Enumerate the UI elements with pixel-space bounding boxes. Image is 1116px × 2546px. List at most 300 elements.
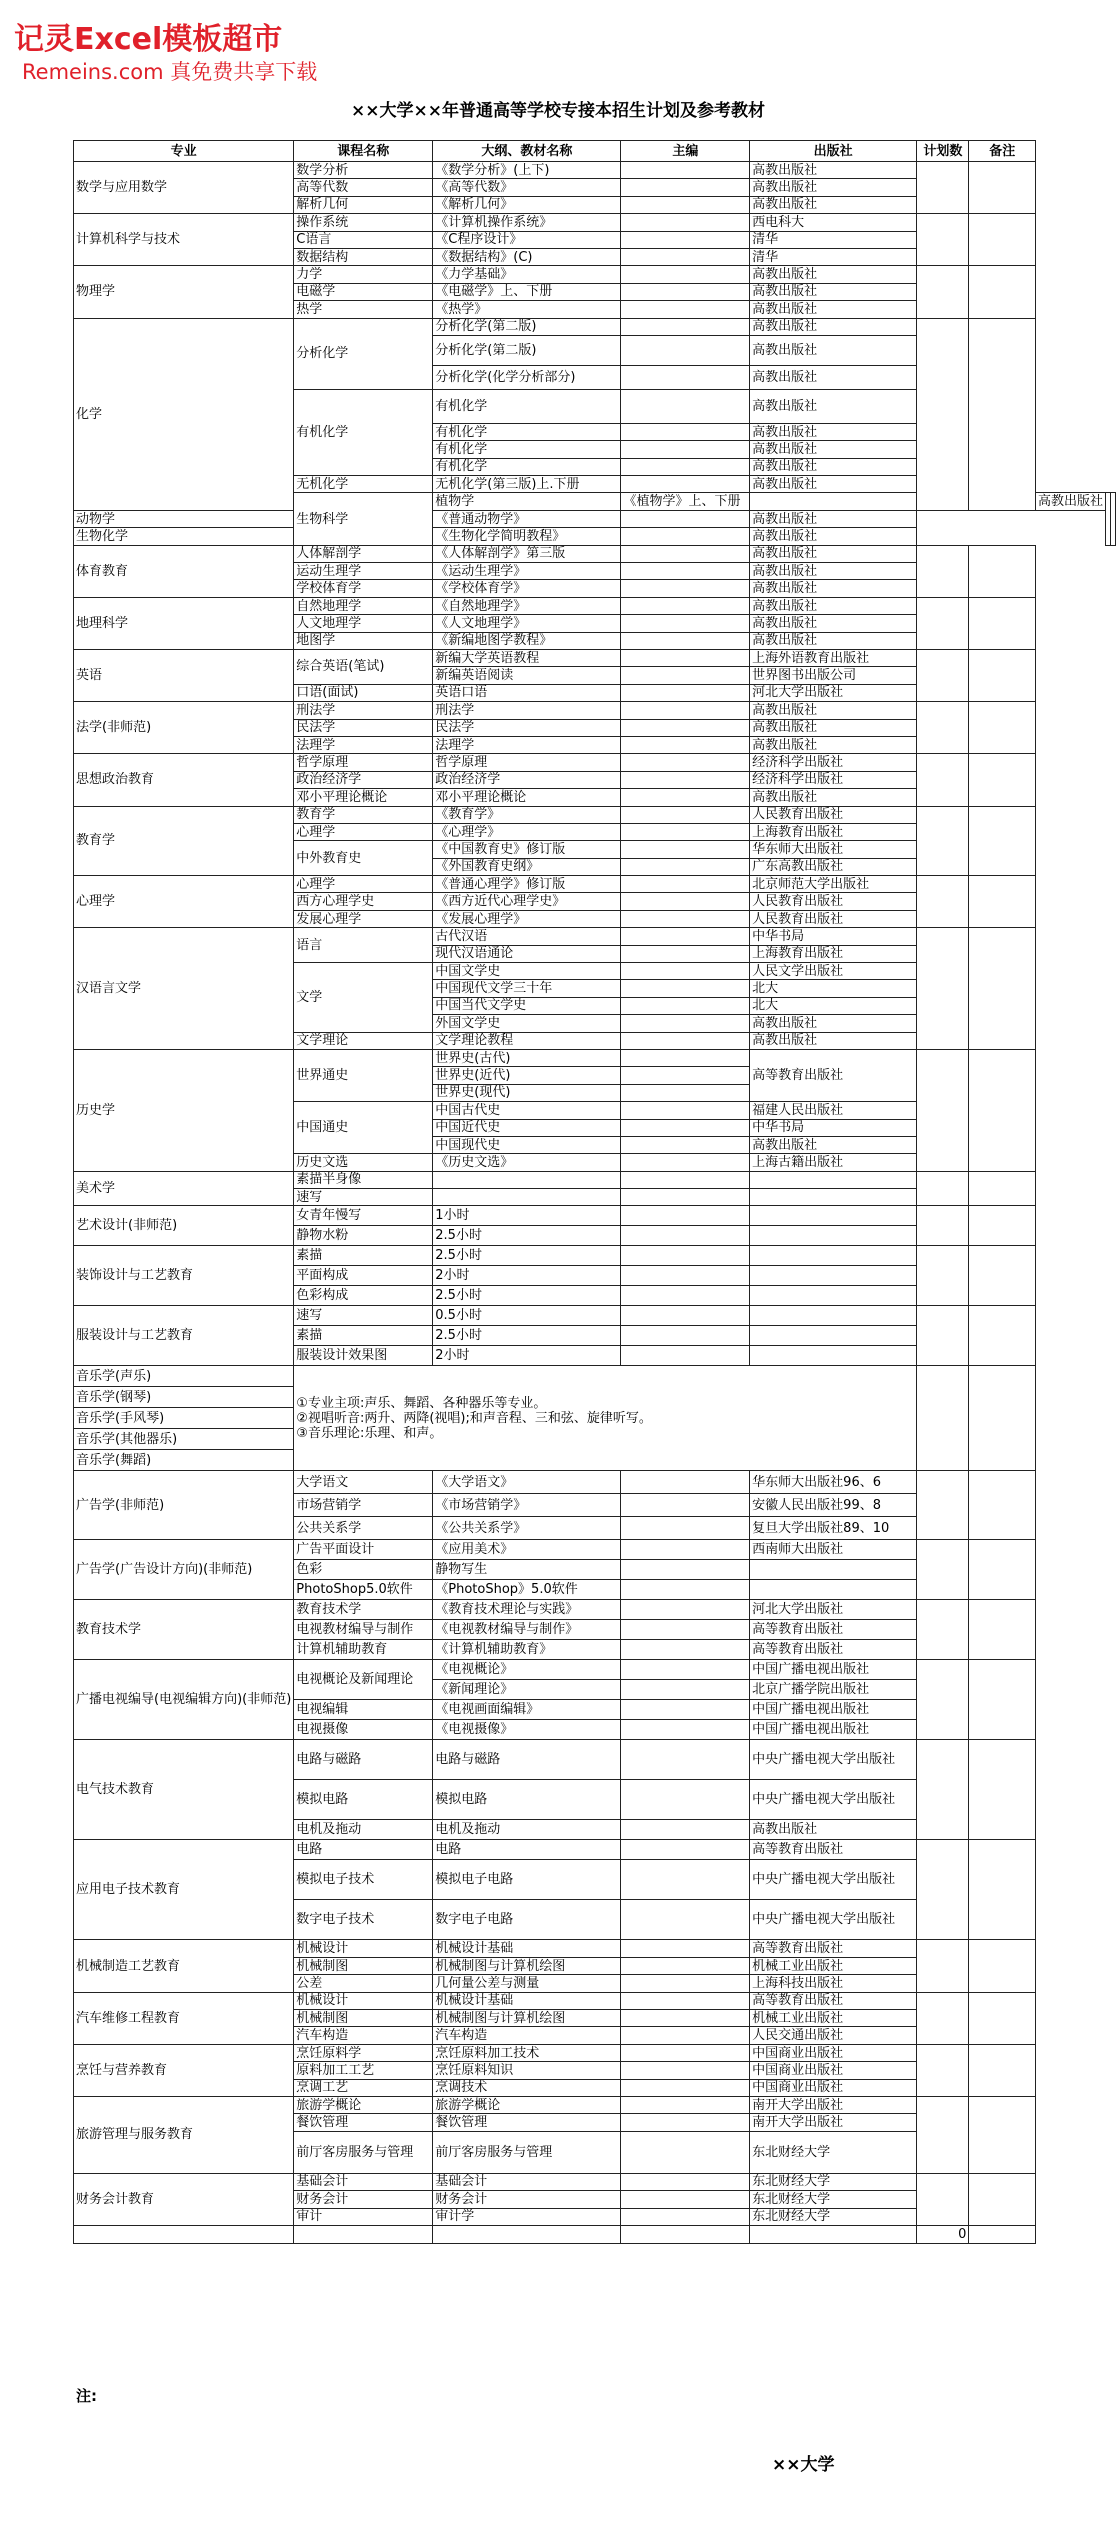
table-row [74,528,1116,545]
editor-cell [621,1660,750,1680]
course-cell: 西方心理学史 [294,893,433,910]
textbook-cell: 《人体解剖学》第三版 [433,545,621,562]
publisher-cell: 人民交通出版社 [750,2027,917,2044]
textbook-cell: 《生物化学简明教程》 [433,528,621,545]
column-header: 计划数 [917,141,969,162]
editor-cell [621,1306,750,1326]
plan-count-cell [917,1471,969,1540]
course-cell: 数字电子技术 [294,1900,433,1940]
editor-cell [621,2191,750,2208]
textbook-cell: 新编大学英语教程 [433,649,621,666]
course-cell: 历史文选 [294,1154,433,1171]
textbook-cell: 《教育学》 [433,806,621,823]
editor-cell [621,2010,750,2027]
course-cell: 心理学 [294,876,433,893]
publisher-cell: 高等教育出版社 [750,1840,917,1860]
textbook-cell: 机械制图与计算机绘图 [433,2010,621,2027]
empty-cell [74,2225,294,2243]
publisher-cell: 高教出版社 [750,301,917,318]
publisher-cell: 北大 [750,980,917,997]
remarks-cell [969,545,1036,597]
table-row [74,876,1116,893]
editor-cell [621,1840,750,1860]
textbook-cell: 英语口语 [433,684,621,701]
column-header: 课程名称 [294,141,433,162]
table-row [74,545,1116,562]
course-cell: 分析化学 [294,318,433,389]
editor-cell [621,910,750,927]
table-row [74,2097,1116,2114]
table-row [74,806,1116,823]
course-cell: 素描 [294,1246,433,1266]
publisher-cell: 高教出版社 [750,318,917,335]
textbook-cell: 《中国教育史》修订版 [433,841,621,858]
editor-cell [621,1246,750,1266]
publisher-cell: 广东高教出版社 [750,858,917,875]
editor-cell [621,563,750,580]
editor-cell [621,580,750,597]
table-row [74,702,1116,719]
editor-cell [621,1957,750,1974]
course-cell: 财务会计 [294,2191,433,2208]
editor-cell [621,1494,750,1517]
textbook-cell: 烹饪原料知识 [433,2062,621,2079]
major-cell: 音乐学(钢琴) [74,1387,294,1408]
remarks-cell [969,649,1036,701]
editor-cell [621,1286,750,1306]
textbook-cell: 《学校体育学》 [433,580,621,597]
major-cell: 财务会计教育 [74,2173,294,2225]
editor-cell [621,2097,750,2114]
plan-count-cell [917,1992,969,2044]
course-cell: 广告平面设计 [294,1540,433,1560]
textbook-cell: 分析化学(第二版) [433,335,621,365]
textbook-cell: 《电视画面编辑》 [433,1700,621,1720]
textbook-cell: 《植物学》上、下册 [621,493,750,510]
major-cell: 艺术设计(非师范) [74,1206,294,1246]
course-cell: 机械制图 [294,2010,433,2027]
editor-cell [750,493,917,510]
publisher-cell: 上海古籍出版社 [750,1154,917,1171]
editor-cell [621,1206,750,1226]
table-row [74,1171,1116,1188]
textbook-cell: 几何量公差与测量 [433,1975,621,1992]
table-row [74,2173,1116,2190]
table-body [74,162,1116,2244]
editor-cell [621,1940,750,1957]
editor-cell [621,476,750,493]
table-row [74,1246,1116,1266]
remarks-cell [969,214,1036,266]
editor-cell [621,702,750,719]
publisher-cell: 高教出版社 [750,597,917,614]
textbook-cell: 《高等代数》 [433,179,621,196]
course-cell: 哲学原理 [294,754,433,771]
textbook-cell: 《外国教育史纲》 [433,858,621,875]
course-cell: 素描半身像 [294,1171,433,1188]
publisher-cell: 高教出版社 [750,441,917,458]
remarks-cell [969,1540,1036,1600]
enrollment-plan-table [73,140,1116,2244]
publisher-cell: 中央广播电视大学出版社 [750,1780,917,1820]
course-cell: 素描 [294,1326,433,1346]
course-cell: 中外教育史 [294,841,433,876]
major-cell: 体育教育 [74,545,294,597]
course-cell: 公共关系学 [294,1517,433,1540]
remarks-cell [969,928,1036,1050]
textbook-cell: 汽车构造 [433,2027,621,2044]
publisher-cell: 世界图书出版公司 [750,667,917,684]
publisher-cell: 高教出版社 [750,580,917,597]
publisher-cell: 北大 [750,997,917,1014]
publisher-cell: 福建人民出版社 [750,1102,917,1119]
publisher-cell: 高教出版社 [750,702,917,719]
editor-cell [621,980,750,997]
course-cell: 民法学 [294,719,433,736]
publisher-cell: 中国广播电视出版社 [750,1700,917,1720]
course-cell: 语言 [294,928,433,963]
editor-cell [621,754,750,771]
course-cell: 电路 [294,1840,433,1860]
table-row [74,754,1116,771]
textbook-cell: 2.5小时 [433,1326,621,1346]
publisher-cell: 高等教育出版社 [750,1049,917,1101]
publisher-cell [750,1171,917,1188]
textbook-cell: 电机及拖动 [433,1820,621,1840]
plan-count-cell [917,1740,969,1840]
editor-cell [621,1266,750,1286]
textbook-cell: 中国当代文学史 [433,997,621,1014]
remarks-cell [969,1600,1036,1660]
publisher-cell [750,1306,917,1326]
plan-count-cell [917,1660,969,1740]
remarks-cell [969,1840,1036,1940]
major-cell: 英语 [74,649,294,701]
plan-count-cell [917,1940,969,1992]
editor-cell [621,1700,750,1720]
major-cell: 生物科学 [294,493,433,545]
plan-count-cell [917,1246,969,1306]
table-row [74,1206,1116,1226]
publisher-cell: 高教出版社 [750,458,917,475]
editor-cell [621,1900,750,1940]
editor-cell [621,231,750,248]
editor-cell [621,510,750,527]
editor-cell [621,876,750,893]
publisher-cell: 北京广播学院出版社 [750,1680,917,1700]
editor-cell [621,823,750,840]
textbook-cell: 《历史文选》 [433,1154,621,1171]
publisher-cell: 高教出版社 [750,389,917,423]
empty-cell [621,2225,750,2243]
textbook-cell: 1小时 [433,1206,621,1226]
textbook-cell: 静物写生 [433,1560,621,1580]
course-cell: 审计 [294,2208,433,2225]
major-cell: 音乐学(手风琴) [74,1408,294,1429]
editor-cell [621,1975,750,1992]
textbook-cell: 《C程序设计》 [433,231,621,248]
course-cell: 餐饮管理 [294,2114,433,2131]
plan-count-cell [917,928,969,1050]
remarks-cell [969,162,1036,214]
course-cell: 文学 [294,963,433,1033]
publisher-cell: 高教出版社 [750,179,917,196]
publisher-cell: 高等教育出版社 [750,1940,917,1957]
publisher-cell: 高教出版社 [750,545,917,562]
textbook-cell: 《电视摄像》 [433,1720,621,1740]
publisher-cell: 上海科技出版社 [750,1975,917,1992]
textbook-cell: 《大学语文》 [433,1471,621,1494]
editor-cell [621,1326,750,1346]
publisher-cell: 高等教育出版社 [750,1640,917,1660]
major-cell: 汉语言文学 [74,928,294,1050]
publisher-cell: 经济科学出版社 [750,754,917,771]
textbook-cell: 中国文学史 [433,963,621,980]
publisher-cell: 高教出版社 [750,1015,917,1032]
editor-cell [621,1067,750,1084]
textbook-cell: 中国现代史 [433,1136,621,1153]
course-cell: 有机化学 [294,389,433,475]
plan-count-cell [917,214,969,266]
editor-cell [621,945,750,962]
publisher-cell: 高教出版社 [750,423,917,440]
publisher-cell: 东北财经大学 [750,2191,917,2208]
course-cell: 机械设计 [294,1940,433,1957]
publisher-cell: 河北大学出版社 [750,684,917,701]
plan-count-cell [917,318,969,510]
course-cell: 解析几何 [294,196,433,213]
textbook-cell: 2.5小时 [433,1246,621,1266]
textbook-cell: 审计学 [433,2208,621,2225]
editor-cell [621,597,750,614]
editor-cell [621,1084,750,1101]
plan-count-cell [917,162,969,214]
textbook-cell: 餐饮管理 [433,2114,621,2131]
course-cell: 世界通史 [294,1049,433,1101]
textbook-cell: 电路与磁路 [433,1740,621,1780]
textbook-cell: 有机化学 [433,389,621,423]
textbook-cell: 机械制图与计算机绘图 [433,1957,621,1974]
publisher-cell: 西南师大出版社 [750,1540,917,1560]
publisher-cell: 高教出版社 [750,719,917,736]
editor-cell [621,1720,750,1740]
textbook-cell: 《新编地图学教程》 [433,632,621,649]
course-cell: 高等代数 [294,179,433,196]
editor-cell [621,214,750,231]
editor-cell [621,1102,750,1119]
course-cell: 文学理论 [294,1032,433,1049]
remarks-cell [969,1940,1036,1992]
course-cell: 动物学 [74,510,294,527]
plan-count-cell [917,2173,969,2225]
editor-cell [621,858,750,875]
publisher-cell: 清华 [750,231,917,248]
editor-cell [621,841,750,858]
course-cell: 烹调工艺 [294,2079,433,2096]
publisher-cell: 高教出版社 [750,335,917,365]
course-cell: 电路与磁路 [294,1740,433,1780]
remarks-cell [969,1306,1036,1366]
editor-cell [621,1226,750,1246]
publisher-cell: 南开大学出版社 [750,2114,917,2131]
textbook-cell: 《新闻理论》 [433,1680,621,1700]
major-cell: 服装设计与工艺教育 [74,1306,294,1366]
table-row [74,266,1116,283]
remarks-cell [969,2097,1036,2174]
major-cell: 机械制造工艺教育 [74,1940,294,1992]
textbook-cell: 2小时 [433,1266,621,1286]
course-cell: 旅游学概论 [294,2097,433,2114]
textbook-cell: 机械设计基础 [433,1940,621,1957]
music-exam-line: ②视唱听音:两升、两降(视唱);和声音程、三和弦、旋律听写。 [296,1410,652,1426]
editor-cell [621,1015,750,1032]
course-cell: 热学 [294,301,433,318]
publisher-cell: 高教出版社 [750,162,917,179]
column-header: 主编 [621,141,750,162]
editor-cell [621,789,750,806]
textbook-cell: 2.5小时 [433,1286,621,1306]
course-cell: 烹饪原料学 [294,2044,433,2061]
textbook-cell: 有机化学 [433,441,621,458]
major-cell: 教育学 [74,806,294,876]
textbook-cell: 世界史(近代) [433,1067,621,1084]
publisher-cell: 南开大学出版社 [750,2097,917,2114]
textbook-cell: 《应用美术》 [433,1540,621,1560]
textbook-cell: 《普通动物学》 [433,510,621,527]
publisher-cell [750,1226,917,1246]
publisher-cell [750,1266,917,1286]
editor-cell [621,389,750,423]
textbook-cell: 《电磁学》上、下册 [433,283,621,300]
textbook-cell: 分析化学(化学分析部分) [433,365,621,389]
course-cell: 政治经济学 [294,771,433,788]
editor-cell [621,893,750,910]
editor-cell [621,2208,750,2225]
course-cell: 操作系统 [294,214,433,231]
editor-cell [621,2062,750,2079]
publisher-cell: 西电科大 [750,214,917,231]
textbook-cell: 前厅客房服务与管理 [433,2131,621,2173]
publisher-cell: 高教出版社 [750,1136,917,1153]
publisher-cell: 中国广播电视出版社 [750,1720,917,1740]
textbook-cell: 《计算机操作系统》 [433,214,621,231]
editor-cell [621,1560,750,1580]
publisher-cell: 高教出版社 [750,563,917,580]
publisher-cell: 河北大学出版社 [750,1600,917,1620]
course-cell: 力学 [294,266,433,283]
publisher-cell: 高教出版社 [750,736,917,753]
editor-cell [621,1992,750,2009]
textbook-cell: 古代汉语 [433,928,621,945]
major-cell: 音乐学(其他器乐) [74,1429,294,1450]
course-cell: 基础会计 [294,2173,433,2190]
editor-cell [621,1780,750,1820]
publisher-cell: 中国广播电视出版社 [750,1660,917,1680]
table-row [74,1740,1116,1780]
publisher-cell: 高教出版社 [750,615,917,632]
publisher-cell: 北京师范大学出版社 [750,876,917,893]
remarks-cell [969,1366,1036,1471]
publisher-cell: 中华书局 [750,1119,917,1136]
remarks-cell [969,597,1036,649]
plan-count-cell [917,1206,969,1246]
course-cell: 机械设计 [294,1992,433,2009]
editor-cell [621,1600,750,1620]
music-exam-line: ③音乐理论:乐理、和声。 [296,1425,443,1441]
course-cell: 速写 [294,1189,433,1206]
textbook-cell: 《公共关系学》 [433,1517,621,1540]
editor-cell [621,2114,750,2131]
textbook-cell: 《心理学》 [433,823,621,840]
editor-cell [621,1517,750,1540]
publisher-cell: 东北财经大学 [750,2131,917,2173]
textbook-cell: 《市场营销学》 [433,1494,621,1517]
publisher-cell: 高等教育出版社 [750,1992,917,2009]
textbook-cell: 机械设计基础 [433,1992,621,2009]
plan-count-cell [917,649,969,701]
editor-cell [621,1154,750,1171]
textbook-cell: 《数据结构》(C) [433,248,621,265]
major-cell: 思想政治教育 [74,754,294,806]
editor-cell [621,162,750,179]
textbook-cell: 《教育技术理论与实践》 [433,1600,621,1620]
signature: ××大学 [772,2455,835,2475]
plan-count-cell [917,545,969,597]
textbook-cell: 模拟电子电路 [433,1860,621,1900]
music-exam-line: ①专业主项:声乐、舞蹈、各种器乐等专业。 [296,1395,547,1411]
editor-cell [621,1032,750,1049]
editor-cell [621,1171,750,1188]
publisher-cell: 机械工业出版社 [750,1957,917,1974]
textbook-cell: 《发展心理学》 [433,910,621,927]
remarks-cell [969,876,1036,928]
course-cell: 口语(面试) [294,684,433,701]
textbook-cell: 《解析几何》 [433,196,621,213]
table-row [74,597,1116,614]
plan-total-cell: 0 [917,2225,969,2243]
editor-cell [621,248,750,265]
publisher-cell: 高教出版社 [750,510,917,527]
publisher-cell: 高教出版社 [750,283,917,300]
table-row [74,649,1116,666]
textbook-cell: 《热学》 [433,301,621,318]
publisher-cell: 中国商业出版社 [750,2044,917,2061]
course-cell: PhotoShop5.0软件 [294,1580,433,1600]
column-header: 专业 [74,141,294,162]
textbook-cell: 烹饪原料加工技术 [433,2044,621,2061]
major-cell: 物理学 [74,266,294,318]
textbook-cell: 中国古代史 [433,1102,621,1119]
major-cell: 地理科学 [74,597,294,649]
textbook-cell [433,1171,621,1188]
editor-cell [621,1740,750,1780]
column-header: 大纲、教材名称 [433,141,621,162]
plan-count-cell [917,597,969,649]
editor-cell [621,2027,750,2044]
major-cell: 应用电子技术教育 [74,1840,294,1940]
editor-cell [621,1620,750,1640]
editor-cell [621,997,750,1014]
textbook-cell: 新编英语阅读 [433,667,621,684]
publisher-cell [750,1189,917,1206]
remarks-cell [969,2044,1036,2096]
textbook-cell: 《运动生理学》 [433,563,621,580]
remarks-cell [969,318,1036,510]
publisher-cell: 人民教育出版社 [750,806,917,823]
publisher-cell: 安徽人民出版社99、8 [750,1494,917,1517]
editor-cell [621,1820,750,1840]
plan-count-cell [917,1306,969,1366]
